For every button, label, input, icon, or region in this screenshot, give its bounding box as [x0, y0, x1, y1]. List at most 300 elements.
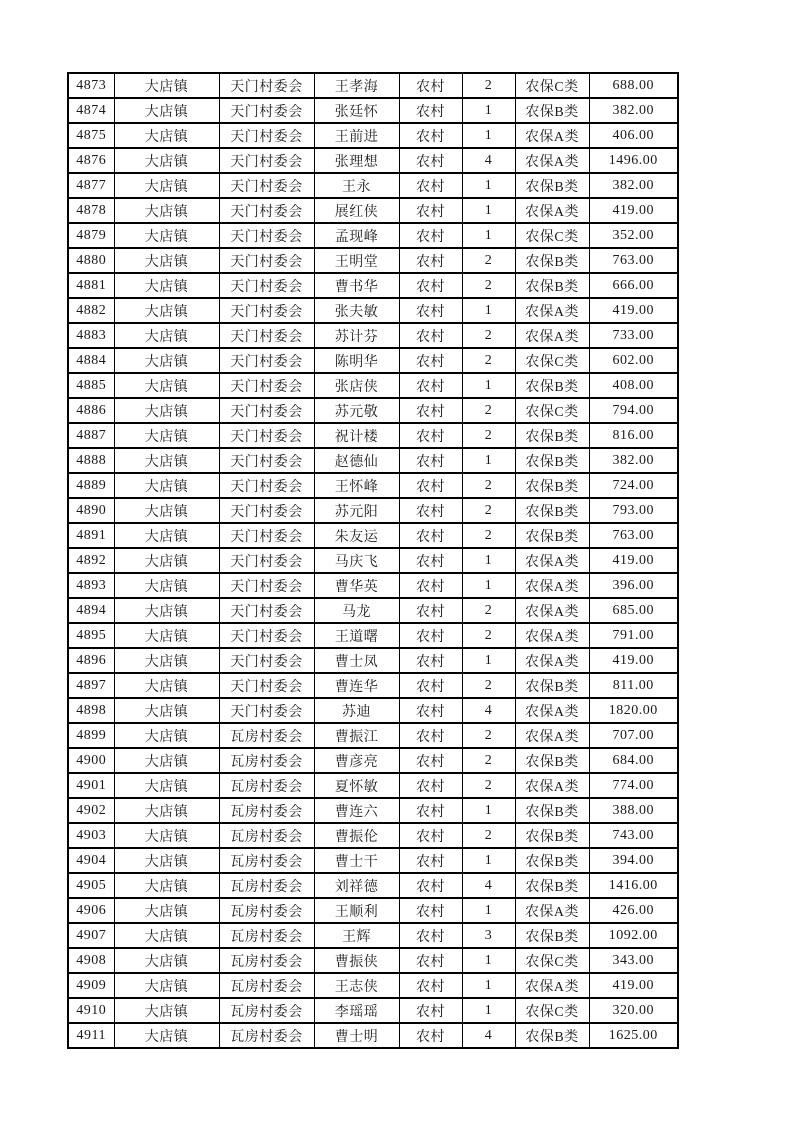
- person-name-cell: 苏元敬: [314, 398, 399, 423]
- seq-cell: 4906: [68, 898, 114, 923]
- amount-cell: 666.00: [589, 273, 678, 298]
- table-row: [68, 848, 678, 873]
- pension-roster-table: [67, 72, 679, 1049]
- town-cell: 大店镇: [114, 948, 219, 973]
- person-name-cell: 曹连六: [314, 798, 399, 823]
- amount-cell: 419.00: [589, 548, 678, 573]
- village-committee-cell: 天门村委会: [219, 473, 314, 498]
- residence-type-cell: 农村: [399, 673, 462, 698]
- residence-type-cell: 农村: [399, 973, 462, 998]
- seq-cell: 4879: [68, 223, 114, 248]
- town-cell: 大店镇: [114, 823, 219, 848]
- amount-cell: 320.00: [589, 998, 678, 1023]
- village-committee-cell: 天门村委会: [219, 373, 314, 398]
- residence-type-cell: 农村: [399, 348, 462, 373]
- residence-type-cell: 农村: [399, 223, 462, 248]
- village-committee-cell: 瓦房村委会: [219, 773, 314, 798]
- person-count-cell: 2: [462, 73, 515, 98]
- village-committee-cell: 天门村委会: [219, 273, 314, 298]
- table-row: [68, 998, 678, 1023]
- seq-cell: 4885: [68, 373, 114, 398]
- person-name-cell: 李瑶瑶: [314, 998, 399, 1023]
- amount-cell: 707.00: [589, 723, 678, 748]
- insurance-class-cell: 农保B类: [515, 673, 589, 698]
- town-cell: 大店镇: [114, 698, 219, 723]
- insurance-class-cell: 农保B类: [515, 173, 589, 198]
- person-count-cell: 2: [462, 823, 515, 848]
- person-name-cell: 王辉: [314, 923, 399, 948]
- amount-cell: 743.00: [589, 823, 678, 848]
- town-cell: 大店镇: [114, 548, 219, 573]
- village-committee-cell: 瓦房村委会: [219, 1023, 314, 1048]
- person-name-cell: 苏计芬: [314, 323, 399, 348]
- table-row: [68, 973, 678, 998]
- village-committee-cell: 天门村委会: [219, 698, 314, 723]
- village-committee-cell: 天门村委会: [219, 523, 314, 548]
- person-count-cell: 1: [462, 448, 515, 473]
- person-count-cell: 3: [462, 923, 515, 948]
- seq-cell: 4908: [68, 948, 114, 973]
- amount-cell: 724.00: [589, 473, 678, 498]
- amount-cell: 774.00: [589, 773, 678, 798]
- village-committee-cell: 天门村委会: [219, 223, 314, 248]
- table-row: [68, 548, 678, 573]
- person-name-cell: 王怀峰: [314, 473, 399, 498]
- table-row: [68, 948, 678, 973]
- village-committee-cell: 瓦房村委会: [219, 798, 314, 823]
- residence-type-cell: 农村: [399, 498, 462, 523]
- village-committee-cell: 瓦房村委会: [219, 973, 314, 998]
- residence-type-cell: 农村: [399, 373, 462, 398]
- seq-cell: 4905: [68, 873, 114, 898]
- person-count-cell: 1: [462, 298, 515, 323]
- village-committee-cell: 天门村委会: [219, 423, 314, 448]
- insurance-class-cell: 农保C类: [515, 73, 589, 98]
- person-count-cell: 2: [462, 273, 515, 298]
- table-row: [68, 448, 678, 473]
- person-name-cell: 曹士明: [314, 1023, 399, 1048]
- village-committee-cell: 天门村委会: [219, 148, 314, 173]
- insurance-class-cell: 农保A类: [515, 573, 589, 598]
- residence-type-cell: 农村: [399, 623, 462, 648]
- insurance-class-cell: 农保B类: [515, 873, 589, 898]
- village-committee-cell: 瓦房村委会: [219, 998, 314, 1023]
- person-count-cell: 1: [462, 98, 515, 123]
- person-count-cell: 1: [462, 573, 515, 598]
- seq-cell: 4902: [68, 798, 114, 823]
- amount-cell: 685.00: [589, 598, 678, 623]
- town-cell: 大店镇: [114, 523, 219, 548]
- town-cell: 大店镇: [114, 573, 219, 598]
- insurance-class-cell: 农保A类: [515, 773, 589, 798]
- insurance-class-cell: 农保A类: [515, 898, 589, 923]
- person-name-cell: 王顺利: [314, 898, 399, 923]
- person-count-cell: 4: [462, 148, 515, 173]
- town-cell: 大店镇: [114, 873, 219, 898]
- amount-cell: 1820.00: [589, 698, 678, 723]
- seq-cell: 4897: [68, 673, 114, 698]
- insurance-class-cell: 农保C类: [515, 998, 589, 1023]
- person-count-cell: 2: [462, 673, 515, 698]
- village-committee-cell: 瓦房村委会: [219, 723, 314, 748]
- village-committee-cell: 天门村委会: [219, 173, 314, 198]
- town-cell: 大店镇: [114, 323, 219, 348]
- person-name-cell: 夏怀敏: [314, 773, 399, 798]
- table-row: [68, 748, 678, 773]
- insurance-class-cell: 农保B类: [515, 448, 589, 473]
- residence-type-cell: 农村: [399, 898, 462, 923]
- amount-cell: 419.00: [589, 198, 678, 223]
- table-row: [68, 873, 678, 898]
- table-row: [68, 698, 678, 723]
- amount-cell: 382.00: [589, 448, 678, 473]
- amount-cell: 396.00: [589, 573, 678, 598]
- insurance-class-cell: 农保B类: [515, 498, 589, 523]
- table-body: [68, 73, 678, 1048]
- person-count-cell: 4: [462, 1023, 515, 1048]
- amount-cell: 394.00: [589, 848, 678, 873]
- town-cell: 大店镇: [114, 773, 219, 798]
- insurance-class-cell: 农保A类: [515, 148, 589, 173]
- amount-cell: 811.00: [589, 673, 678, 698]
- person-count-cell: 1: [462, 548, 515, 573]
- village-committee-cell: 瓦房村委会: [219, 848, 314, 873]
- table-row: [68, 423, 678, 448]
- seq-cell: 4907: [68, 923, 114, 948]
- person-count-cell: 2: [462, 748, 515, 773]
- seq-cell: 4877: [68, 173, 114, 198]
- amount-cell: 419.00: [589, 648, 678, 673]
- town-cell: 大店镇: [114, 498, 219, 523]
- residence-type-cell: 农村: [399, 723, 462, 748]
- person-name-cell: 张理想: [314, 148, 399, 173]
- insurance-class-cell: 农保B类: [515, 923, 589, 948]
- person-count-cell: 2: [462, 423, 515, 448]
- insurance-class-cell: 农保B类: [515, 373, 589, 398]
- town-cell: 大店镇: [114, 373, 219, 398]
- person-count-cell: 2: [462, 473, 515, 498]
- table-row: [68, 98, 678, 123]
- residence-type-cell: 农村: [399, 148, 462, 173]
- person-count-cell: 2: [462, 623, 515, 648]
- seq-cell: 4884: [68, 348, 114, 373]
- seq-cell: 4911: [68, 1023, 114, 1048]
- residence-type-cell: 农村: [399, 473, 462, 498]
- village-committee-cell: 天门村委会: [219, 323, 314, 348]
- person-count-cell: 1: [462, 173, 515, 198]
- seq-cell: 4900: [68, 748, 114, 773]
- table-row: [68, 723, 678, 748]
- residence-type-cell: 农村: [399, 923, 462, 948]
- town-cell: 大店镇: [114, 648, 219, 673]
- village-committee-cell: 天门村委会: [219, 648, 314, 673]
- town-cell: 大店镇: [114, 998, 219, 1023]
- table-row: [68, 198, 678, 223]
- amount-cell: 791.00: [589, 623, 678, 648]
- seq-cell: 4890: [68, 498, 114, 523]
- person-name-cell: 王明堂: [314, 248, 399, 273]
- person-count-cell: 1: [462, 223, 515, 248]
- table-row: [68, 298, 678, 323]
- village-committee-cell: 瓦房村委会: [219, 948, 314, 973]
- village-committee-cell: 天门村委会: [219, 348, 314, 373]
- town-cell: 大店镇: [114, 223, 219, 248]
- seq-cell: 4876: [68, 148, 114, 173]
- residence-type-cell: 农村: [399, 173, 462, 198]
- person-count-cell: 1: [462, 973, 515, 998]
- person-name-cell: 曹士干: [314, 848, 399, 873]
- person-name-cell: 曹连华: [314, 673, 399, 698]
- insurance-class-cell: 农保A类: [515, 623, 589, 648]
- seq-cell: 4904: [68, 848, 114, 873]
- village-committee-cell: 瓦房村委会: [219, 823, 314, 848]
- seq-cell: 4901: [68, 773, 114, 798]
- residence-type-cell: 农村: [399, 73, 462, 98]
- person-count-cell: 2: [462, 348, 515, 373]
- person-name-cell: 马龙: [314, 598, 399, 623]
- amount-cell: 763.00: [589, 248, 678, 273]
- amount-cell: 1496.00: [589, 148, 678, 173]
- amount-cell: 1625.00: [589, 1023, 678, 1048]
- person-name-cell: 赵德仙: [314, 448, 399, 473]
- table-row: [68, 223, 678, 248]
- village-committee-cell: 天门村委会: [219, 498, 314, 523]
- insurance-class-cell: 农保A类: [515, 323, 589, 348]
- table-row: [68, 1023, 678, 1048]
- person-name-cell: 张夫敏: [314, 298, 399, 323]
- town-cell: 大店镇: [114, 98, 219, 123]
- table-row: [68, 598, 678, 623]
- town-cell: 大店镇: [114, 398, 219, 423]
- person-count-cell: 4: [462, 698, 515, 723]
- seq-cell: 4881: [68, 273, 114, 298]
- table-row: [68, 123, 678, 148]
- residence-type-cell: 农村: [399, 798, 462, 823]
- residence-type-cell: 农村: [399, 548, 462, 573]
- seq-cell: 4895: [68, 623, 114, 648]
- seq-cell: 4883: [68, 323, 114, 348]
- insurance-class-cell: 农保C类: [515, 398, 589, 423]
- residence-type-cell: 农村: [399, 523, 462, 548]
- amount-cell: 794.00: [589, 398, 678, 423]
- person-name-cell: 展红侠: [314, 198, 399, 223]
- residence-type-cell: 农村: [399, 598, 462, 623]
- town-cell: 大店镇: [114, 348, 219, 373]
- amount-cell: 388.00: [589, 798, 678, 823]
- person-name-cell: 曹振伦: [314, 823, 399, 848]
- residence-type-cell: 农村: [399, 448, 462, 473]
- town-cell: 大店镇: [114, 148, 219, 173]
- insurance-class-cell: 农保B类: [515, 1023, 589, 1048]
- residence-type-cell: 农村: [399, 1023, 462, 1048]
- insurance-class-cell: 农保A类: [515, 598, 589, 623]
- town-cell: 大店镇: [114, 298, 219, 323]
- insurance-class-cell: 农保A类: [515, 973, 589, 998]
- amount-cell: 793.00: [589, 498, 678, 523]
- insurance-class-cell: 农保B类: [515, 423, 589, 448]
- town-cell: 大店镇: [114, 623, 219, 648]
- person-count-cell: 2: [462, 773, 515, 798]
- town-cell: 大店镇: [114, 123, 219, 148]
- seq-cell: 4894: [68, 598, 114, 623]
- town-cell: 大店镇: [114, 273, 219, 298]
- amount-cell: 426.00: [589, 898, 678, 923]
- insurance-class-cell: 农保B类: [515, 748, 589, 773]
- insurance-class-cell: 农保A类: [515, 198, 589, 223]
- residence-type-cell: 农村: [399, 773, 462, 798]
- town-cell: 大店镇: [114, 848, 219, 873]
- residence-type-cell: 农村: [399, 998, 462, 1023]
- person-name-cell: 苏迪: [314, 698, 399, 723]
- table-row: [68, 798, 678, 823]
- table-row: [68, 73, 678, 98]
- insurance-class-cell: 农保A类: [515, 723, 589, 748]
- person-name-cell: 王前进: [314, 123, 399, 148]
- amount-cell: 733.00: [589, 323, 678, 348]
- person-count-cell: 1: [462, 123, 515, 148]
- person-name-cell: 马庆飞: [314, 548, 399, 573]
- town-cell: 大店镇: [114, 898, 219, 923]
- person-count-cell: 4: [462, 873, 515, 898]
- person-count-cell: 1: [462, 648, 515, 673]
- seq-cell: 4891: [68, 523, 114, 548]
- town-cell: 大店镇: [114, 248, 219, 273]
- table-row: [68, 323, 678, 348]
- person-name-cell: 曹振侠: [314, 948, 399, 973]
- person-name-cell: 王道曙: [314, 623, 399, 648]
- village-committee-cell: 天门村委会: [219, 448, 314, 473]
- person-name-cell: 孟现峰: [314, 223, 399, 248]
- seq-cell: 4893: [68, 573, 114, 598]
- person-count-cell: 2: [462, 523, 515, 548]
- table-row: [68, 623, 678, 648]
- village-committee-cell: 天门村委会: [219, 198, 314, 223]
- table-row: [68, 898, 678, 923]
- village-committee-cell: 瓦房村委会: [219, 873, 314, 898]
- village-committee-cell: 天门村委会: [219, 98, 314, 123]
- person-count-cell: 2: [462, 723, 515, 748]
- table-row: [68, 473, 678, 498]
- seq-cell: 4874: [68, 98, 114, 123]
- person-name-cell: 曹彦亮: [314, 748, 399, 773]
- person-count-cell: 2: [462, 598, 515, 623]
- person-name-cell: 曹华英: [314, 573, 399, 598]
- seq-cell: 4899: [68, 723, 114, 748]
- town-cell: 大店镇: [114, 598, 219, 623]
- table-row: [68, 498, 678, 523]
- person-count-cell: 1: [462, 198, 515, 223]
- insurance-class-cell: 农保B类: [515, 98, 589, 123]
- residence-type-cell: 农村: [399, 248, 462, 273]
- seq-cell: 4873: [68, 73, 114, 98]
- residence-type-cell: 农村: [399, 573, 462, 598]
- person-count-cell: 2: [462, 498, 515, 523]
- residence-type-cell: 农村: [399, 948, 462, 973]
- person-name-cell: 朱友运: [314, 523, 399, 548]
- seq-cell: 4888: [68, 448, 114, 473]
- insurance-class-cell: 农保C类: [515, 348, 589, 373]
- table-row: [68, 398, 678, 423]
- insurance-class-cell: 农保A类: [515, 123, 589, 148]
- village-committee-cell: 天门村委会: [219, 598, 314, 623]
- insurance-class-cell: 农保A类: [515, 648, 589, 673]
- residence-type-cell: 农村: [399, 823, 462, 848]
- table-row: [68, 823, 678, 848]
- town-cell: 大店镇: [114, 748, 219, 773]
- person-count-cell: 2: [462, 323, 515, 348]
- amount-cell: 382.00: [589, 173, 678, 198]
- person-name-cell: 张廷怀: [314, 98, 399, 123]
- seq-cell: 4875: [68, 123, 114, 148]
- seq-cell: 4880: [68, 248, 114, 273]
- seq-cell: 4898: [68, 698, 114, 723]
- town-cell: 大店镇: [114, 723, 219, 748]
- village-committee-cell: 天门村委会: [219, 673, 314, 698]
- residence-type-cell: 农村: [399, 198, 462, 223]
- table-row: [68, 773, 678, 798]
- seq-cell: 4910: [68, 998, 114, 1023]
- insurance-class-cell: 农保B类: [515, 273, 589, 298]
- amount-cell: 816.00: [589, 423, 678, 448]
- seq-cell: 4896: [68, 648, 114, 673]
- village-committee-cell: 天门村委会: [219, 573, 314, 598]
- person-count-cell: 2: [462, 398, 515, 423]
- town-cell: 大店镇: [114, 798, 219, 823]
- town-cell: 大店镇: [114, 198, 219, 223]
- village-committee-cell: 天门村委会: [219, 73, 314, 98]
- person-name-cell: 苏元阳: [314, 498, 399, 523]
- village-committee-cell: 瓦房村委会: [219, 923, 314, 948]
- amount-cell: 382.00: [589, 98, 678, 123]
- insurance-class-cell: 农保B类: [515, 248, 589, 273]
- person-count-cell: 1: [462, 948, 515, 973]
- person-name-cell: 王志侠: [314, 973, 399, 998]
- person-count-cell: 1: [462, 998, 515, 1023]
- table-row: [68, 523, 678, 548]
- amount-cell: 684.00: [589, 748, 678, 773]
- table-row: [68, 923, 678, 948]
- town-cell: 大店镇: [114, 1023, 219, 1048]
- table-row: [68, 173, 678, 198]
- village-committee-cell: 天门村委会: [219, 398, 314, 423]
- town-cell: 大店镇: [114, 673, 219, 698]
- seq-cell: 4909: [68, 973, 114, 998]
- town-cell: 大店镇: [114, 423, 219, 448]
- table-row: [68, 273, 678, 298]
- village-committee-cell: 天门村委会: [219, 248, 314, 273]
- person-name-cell: 刘祥德: [314, 873, 399, 898]
- amount-cell: 602.00: [589, 348, 678, 373]
- amount-cell: 1416.00: [589, 873, 678, 898]
- amount-cell: 419.00: [589, 298, 678, 323]
- insurance-class-cell: 农保A类: [515, 548, 589, 573]
- seq-cell: 4892: [68, 548, 114, 573]
- residence-type-cell: 农村: [399, 298, 462, 323]
- seq-cell: 4887: [68, 423, 114, 448]
- insurance-class-cell: 农保C类: [515, 948, 589, 973]
- village-committee-cell: 瓦房村委会: [219, 898, 314, 923]
- town-cell: 大店镇: [114, 73, 219, 98]
- amount-cell: 343.00: [589, 948, 678, 973]
- amount-cell: 688.00: [589, 73, 678, 98]
- residence-type-cell: 农村: [399, 398, 462, 423]
- person-name-cell: 王孝海: [314, 73, 399, 98]
- person-name-cell: 曹振江: [314, 723, 399, 748]
- person-count-cell: 1: [462, 848, 515, 873]
- table-row: [68, 348, 678, 373]
- table-row: [68, 248, 678, 273]
- table-row: [68, 148, 678, 173]
